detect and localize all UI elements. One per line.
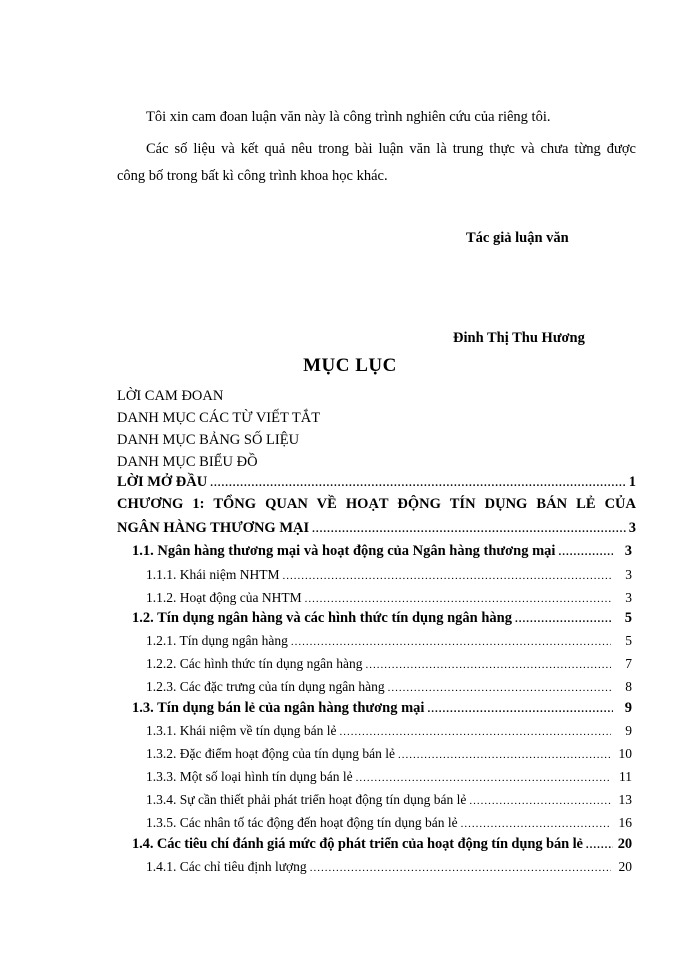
toc-chapter-label: NGÂN HÀNG THƯƠNG MẠI	[117, 520, 310, 536]
toc-entry-label: 1.3.2. Đặc điểm hoạt động của tín dụng bán lẻ	[146, 746, 395, 761]
declaration-line-3: công bố trong bất kì công trình khoa học khác.	[117, 168, 388, 184]
toc-entry-page: 1	[628, 474, 636, 490]
toc-entry-subsection[interactable]	[146, 746, 632, 762]
dot-leader	[558, 546, 613, 558]
toc-entry-subsection[interactable]	[146, 679, 632, 695]
dot-leader	[586, 839, 613, 851]
toc-heading[interactable]: DANH MỤC BẢNG SỐ LIỆU	[117, 432, 300, 448]
toc-entry-page: 7	[625, 656, 632, 671]
toc-entry-intro[interactable]	[117, 474, 636, 491]
toc-entry-page: 13	[618, 792, 632, 807]
toc-entry-label: 1.1. Ngân hàng thương mại và hoạt động của Ngân hàng thương mại	[132, 543, 556, 559]
toc-heading[interactable]: DANH MỤC CÁC TỪ VIẾT TẮT	[117, 410, 321, 426]
toc-entry-label: 1.2. Tín dụng ngân hàng và các hình thức tín dụng ngân hàng	[132, 610, 512, 626]
dot-leader	[282, 570, 611, 582]
toc-entry-label: 1.3. Tín dụng bán lẻ của ngân hàng thương mại	[132, 700, 425, 716]
toc-entry-page: 9	[624, 700, 632, 716]
dot-leader	[305, 593, 611, 605]
toc-entry-label: 1.4. Các tiêu chí đánh giá mức độ phát triển của hoạt động tín dụng bán lẻ	[132, 836, 583, 852]
dot-leader	[356, 772, 611, 784]
toc-entry-page: 3	[625, 567, 632, 582]
dot-leader	[312, 523, 626, 535]
toc-entry-label: 1.2.1. Tín dụng ngân hàng	[146, 633, 288, 648]
toc-entry-page: 8	[625, 679, 632, 694]
declaration-line-1: Tôi xin cam đoan luận văn này là công trình nghiên cứu của riêng tôi.	[146, 109, 551, 125]
toc-entry-page: 5	[624, 610, 632, 626]
toc-entry-page: 3	[625, 590, 632, 605]
toc-entry-section[interactable]	[132, 543, 632, 560]
toc-entry-label: 1.3.3. Một số loại hình tín dụng bán lẻ	[146, 769, 353, 784]
declaration-line-2: Các số liệu và kết quả nêu trong bài luận văn là trung thực và chưa từng được	[146, 141, 636, 157]
toc-heading[interactable]: LỜI CAM ĐOAN	[117, 388, 224, 404]
toc-entry-label: 1.2.2. Các hình thức tín dụng ngân hàng	[146, 656, 363, 671]
toc-chapter-title[interactable]: CHƯƠNG 1: TỔNG QUAN VỀ HOẠT ĐỘNG TÍN DỤNG BÁN LẺ CỦA	[117, 496, 636, 512]
toc-entry-section[interactable]	[132, 836, 632, 853]
dot-leader	[310, 862, 611, 874]
toc-entry-page: 3	[624, 543, 632, 559]
toc-entry-page: 11	[619, 769, 632, 784]
toc-title: MỤC LỤC	[303, 355, 397, 376]
toc-entry-subsection[interactable]	[146, 723, 632, 739]
toc-entry-subsection[interactable]	[146, 567, 632, 583]
dot-leader	[210, 477, 626, 489]
toc-heading[interactable]: DANH MỤC BIỂU ĐỒ	[117, 454, 258, 470]
toc-entry-subsection[interactable]	[146, 859, 632, 875]
toc-entry-label: 1.3.5. Các nhân tố tác động đến hoạt động tín dụng bán lẻ	[146, 815, 458, 830]
toc-entry-page: 16	[618, 815, 632, 830]
toc-entry-subsection[interactable]	[146, 792, 632, 808]
toc-entry-page: 9	[625, 723, 632, 738]
toc-entry-subsection[interactable]	[146, 815, 632, 831]
toc-entry-subsection[interactable]	[146, 769, 632, 785]
toc-entry-subsection[interactable]	[146, 656, 632, 672]
toc-entry-page: 5	[625, 633, 632, 648]
dot-leader	[398, 749, 611, 761]
toc-entry-subsection[interactable]	[146, 633, 632, 649]
toc-entry-label: 1.3.1. Khái niệm về tín dụng bán lẻ	[146, 723, 337, 738]
dot-leader	[388, 682, 611, 694]
toc-chapter-row[interactable]	[117, 520, 636, 537]
toc-entry-section[interactable]	[132, 700, 632, 717]
toc-entry-subsection[interactable]	[146, 590, 632, 606]
toc-entry-label: 1.2.3. Các đặc trưng của tín dụng ngân hàng	[146, 679, 385, 694]
signature-title: Tác giả luận văn	[466, 230, 569, 246]
toc-entry-section[interactable]	[132, 610, 632, 627]
dot-leader	[427, 703, 613, 715]
dot-leader	[291, 636, 611, 648]
toc-entry-label: 1.1.1. Khái niệm NHTM	[146, 567, 280, 582]
dot-leader	[515, 613, 613, 625]
dot-leader	[469, 795, 611, 807]
dot-leader	[339, 726, 611, 738]
dot-leader	[366, 659, 611, 671]
toc-entry-page: 20	[618, 859, 632, 874]
toc-entry-page: 10	[618, 746, 632, 761]
toc-entry-label: 1.1.2. Hoạt động của NHTM	[146, 590, 302, 605]
toc-entry-page: 3	[628, 520, 636, 536]
dot-leader	[461, 818, 611, 830]
toc-entry-page: 20	[617, 836, 632, 852]
toc-entry-label: LỜI MỞ ĐẦU	[117, 474, 208, 490]
toc-entry-label: 1.4.1. Các chỉ tiêu định lượng	[146, 859, 307, 874]
author-name: Đinh Thị Thu Hương	[453, 330, 585, 346]
toc-entry-label: 1.3.4. Sự cần thiết phải phát triển hoạt động tín dụng bán lẻ	[146, 792, 467, 807]
